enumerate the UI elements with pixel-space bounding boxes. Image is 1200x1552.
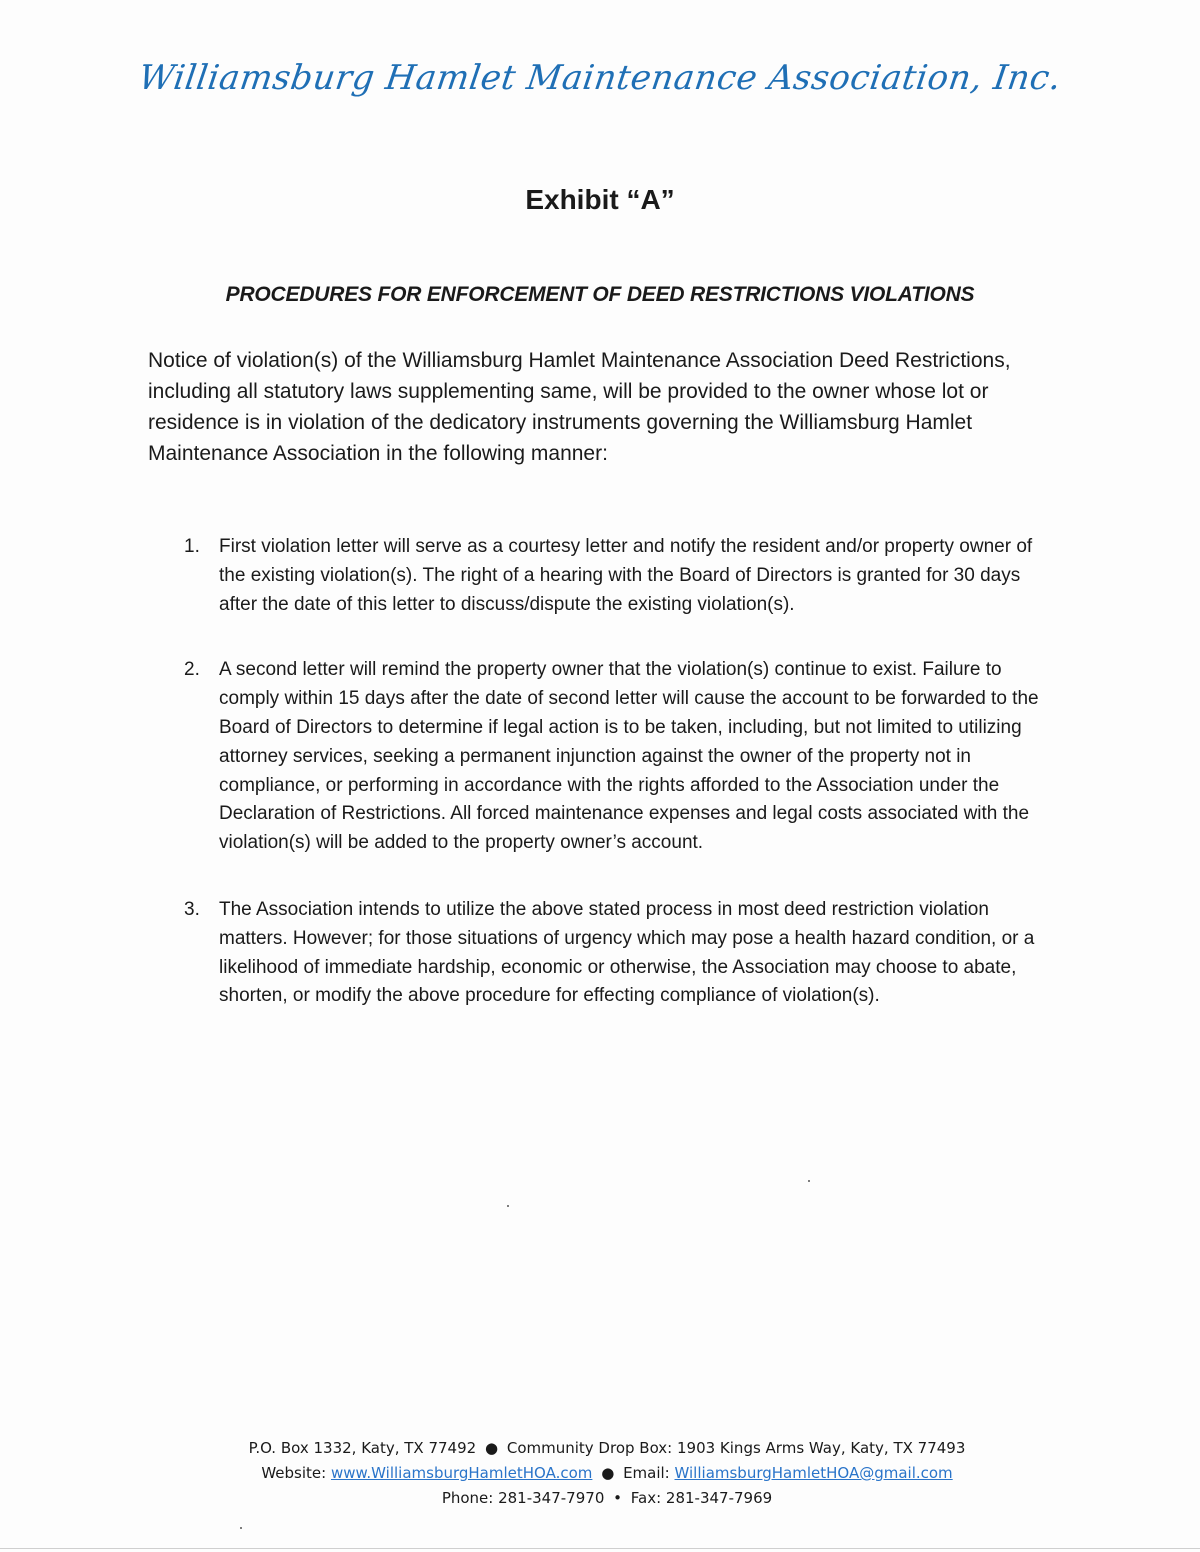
scan-speck <box>240 1527 242 1529</box>
list-item-number: 1. <box>184 536 200 557</box>
list-item-number: 2. <box>184 659 200 681</box>
list-item <box>182 896 1062 1011</box>
footer-web-line <box>0 1461 1200 1486</box>
procedures-heading: PROCEDURES FOR ENFORCEMENT OF DEED RESTRICTIONS VIOLATIONS <box>225 283 975 306</box>
email-link[interactable]: WilliamsburgHamletHOA@gmail.com <box>674 1464 953 1482</box>
email-label: Email: <box>623 1464 670 1482</box>
letterhead-title: Williamsburg Hamlet Maintenance Association, Inc. <box>136 58 1064 98</box>
footer-phone-line <box>0 1486 1200 1511</box>
list-item <box>182 656 1062 858</box>
list-item <box>182 533 1062 619</box>
scan-speck <box>507 1205 509 1207</box>
scan-edge-divider <box>0 1548 1200 1549</box>
footer-address-line <box>0 1436 1200 1461</box>
intro-paragraph: Notice of violation(s) of the Williamsburg Hamlet Maintenance Association Deed Restrictions, including all statutory laws supplementing same, will be provided to the owner whose lot or residence is in violation of the dedicatory instruments governing the Williamsburg Hamlet Maintenance Association in the following manner: <box>148 349 1011 465</box>
bullet-icon: • <box>613 1489 622 1507</box>
scan-speck <box>808 1180 810 1182</box>
po-box-address: P.O. Box 1332, Katy, TX 77492 <box>248 1439 477 1457</box>
procedure-list <box>182 533 1062 1011</box>
list-item-number: 3. <box>184 898 200 920</box>
list-item-text: First violation letter will serve as a courtesy letter and notify the resident and/or property owner of the existing violation(s). The right of a hearing with the Board of Directors is granted for 30 days after the date of this letter to discuss/dispute the existing violation(s). <box>219 536 1033 615</box>
phone-number: Phone: 281-347-7970 <box>441 1489 605 1507</box>
bullet-icon: ● <box>601 1464 615 1482</box>
list-item-text: The Association intends to utilize the above stated process in most deed restriction violation matters. However; for those situations of urgency which may pose a health hazard condition, or a likelihood of immediate hardship, economic or otherwise, the Association may choose to abate, shorten, or modify the above procedure for effecting compliance of violation(s). <box>219 898 1035 1007</box>
website-link[interactable]: www.WilliamsburgHamletHOA.com <box>330 1464 593 1482</box>
list-item-text: A second letter will remind the property owner that the violation(s) continue to exist. Failure to comply within 15 days after the date of second letter will cause the account to be forwarded to the Board of Directors to determine if legal action is to be taken, including, but not limited to utilizing attorney services, seeking a permanent injunction against the owner of the property not in compliance, or performing in accordance with the rights afforded to the Association under the Declaration of Restrictions. All forced maintenance expenses and legal costs associated with the violation(s) will be added to the property owner’s account. <box>219 659 1039 854</box>
fax-number: Fax: 281-347-7969 <box>630 1489 773 1507</box>
footer-contact <box>0 1436 1200 1511</box>
drop-box-address: Community Drop Box: 1903 Kings Arms Way, Katy, TX 77493 <box>506 1439 966 1457</box>
website-label: Website: <box>261 1464 327 1482</box>
exhibit-title: Exhibit “A” <box>525 184 675 215</box>
bullet-icon: ● <box>484 1439 499 1457</box>
